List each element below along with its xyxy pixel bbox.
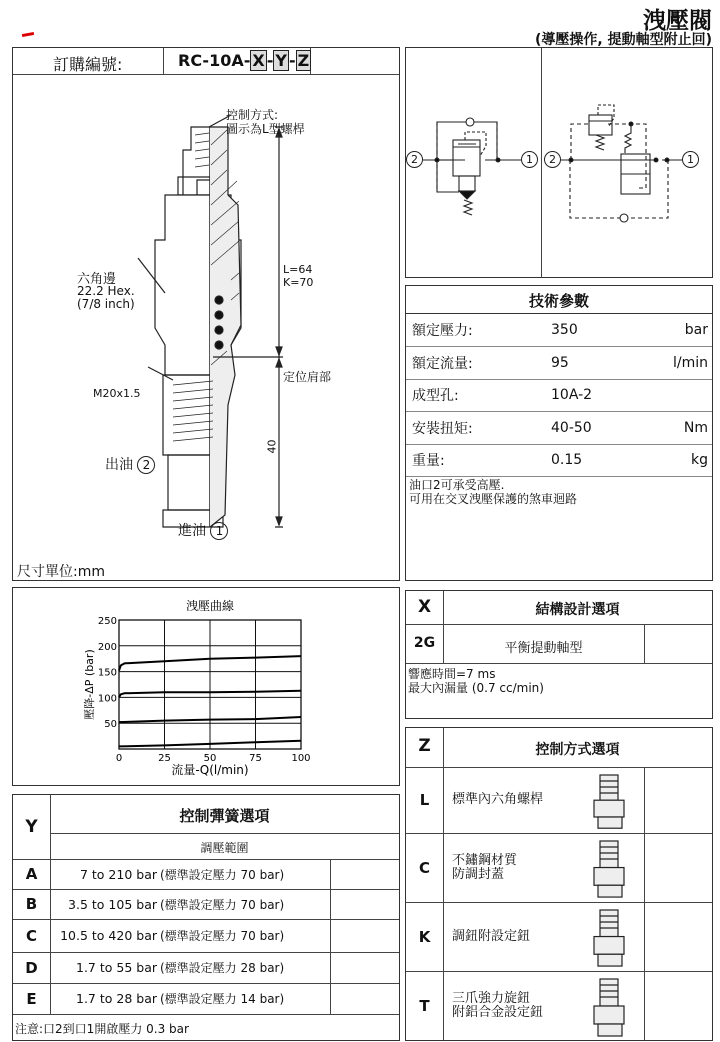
control-label-1: 控制方式: xyxy=(226,108,279,122)
order-code xyxy=(178,51,311,70)
tech-row xyxy=(406,444,712,476)
y-option-standard: (標準設定壓力 70 bar) xyxy=(160,929,285,943)
tech-row-unit: Nm xyxy=(683,419,708,436)
y-option-code: D xyxy=(25,958,38,977)
y-tick-label: 100 xyxy=(97,693,117,705)
schematic-b-port-1: 1 xyxy=(682,151,699,168)
order-code-z: Z xyxy=(297,51,310,70)
thread-label: M20x1.5 xyxy=(93,387,141,400)
schematic-b-port-2: 2 xyxy=(544,151,561,168)
z-option-line1: 調鈕附設定鈕 xyxy=(452,928,531,944)
z-option-line1: 不鏽鋼材質 xyxy=(452,852,518,868)
x-tick-label: 100 xyxy=(291,753,311,764)
tech-row-unit: l/min xyxy=(672,354,708,371)
tech-row-label: 額定壓力: xyxy=(412,323,473,339)
schematic-a-port-2: 2 xyxy=(406,151,423,168)
tech-note-1: 油口2可承受高壓. xyxy=(409,478,505,492)
hex-label-1: 六角邊 xyxy=(77,272,117,287)
tech-row-label: 成型孔: xyxy=(412,388,459,404)
y-tick-label: 200 xyxy=(97,641,117,653)
technical-parameters-panel xyxy=(405,285,713,581)
tech-row xyxy=(406,347,712,379)
tech-row xyxy=(406,379,712,411)
page-title: 洩壓閥 xyxy=(643,8,712,34)
red-mark xyxy=(22,32,34,37)
z-key: Z xyxy=(418,736,431,756)
x-title: 結構設計選項 xyxy=(535,602,620,618)
y-option-row xyxy=(13,919,399,952)
order-code-y: Y xyxy=(275,51,287,70)
x-option-desc: 平衡提動軸型 xyxy=(504,641,583,656)
z-option-desc xyxy=(452,854,517,882)
y-options-panel xyxy=(12,794,400,1041)
y-option-row xyxy=(13,952,399,983)
y-option-standard: (標準設定壓力 28 bar) xyxy=(160,961,285,975)
order-code-dash: - xyxy=(288,51,296,70)
tech-row-value: 350 xyxy=(551,322,578,338)
tech-row-unit: bar xyxy=(684,322,708,338)
x-key: X xyxy=(417,597,432,617)
tech-row-label: 額定流量: xyxy=(412,355,473,372)
x-tick-label: 75 xyxy=(249,753,262,764)
port-1-circle: 1 xyxy=(210,522,228,540)
tech-title: 技術參數 xyxy=(528,292,589,310)
z-option-code: C xyxy=(418,858,430,877)
y-option-row xyxy=(13,889,399,919)
z-option-line2: 附鋁合金設定鈕 xyxy=(452,1005,544,1020)
order-code-dash: - xyxy=(266,51,274,70)
port-2-circle: 2 xyxy=(137,456,155,474)
order-drawing-panel xyxy=(12,47,400,581)
inlet-label xyxy=(178,520,228,540)
z-title: 控制方式選項 xyxy=(535,742,620,758)
y-option-range: 1.7 to 55 bar xyxy=(76,960,157,975)
z-option-desc xyxy=(452,793,543,807)
pressure-flow-chart xyxy=(13,588,399,785)
order-code-prefix: RC-10A- xyxy=(178,51,251,70)
tech-row xyxy=(406,412,712,444)
dim-40: 40 xyxy=(265,439,279,454)
x-options-panel xyxy=(405,590,713,719)
x-tick-label: 0 xyxy=(115,753,123,764)
schematic-a-port-1: 1 xyxy=(521,151,538,168)
three-prong-knob-icon xyxy=(586,977,636,1037)
y-option-row xyxy=(13,859,399,889)
tech-row-label: 安裝扭矩: xyxy=(412,420,473,437)
z-option-line1: 標準內六角螺桿 xyxy=(452,792,544,807)
z-option-row xyxy=(406,902,712,971)
order-code-label: 訂購編號: xyxy=(53,55,123,74)
order-code-x: X xyxy=(252,51,265,70)
tech-row-value: 95 xyxy=(551,354,569,371)
tech-row-label: 重量: xyxy=(412,453,445,469)
tech-row-value: 10A-2 xyxy=(551,387,593,403)
y-option-standard: (標準設定壓力 70 bar) xyxy=(160,867,285,882)
y-option-standard: (標準設定壓力 70 bar) xyxy=(160,897,285,912)
hex-screw-adjuster-icon xyxy=(586,773,636,829)
y-option-code: E xyxy=(26,989,37,1008)
z-option-code: K xyxy=(418,927,431,946)
z-option-line1: 三爪強力旋鈕 xyxy=(452,991,531,1006)
unit-label: 尺寸單位:mm xyxy=(17,564,105,580)
y-option-code: B xyxy=(25,895,38,913)
z-option-code: L xyxy=(419,791,430,809)
z-option-row xyxy=(406,971,712,1041)
x-tick-label: 50 xyxy=(203,753,217,764)
pressure-flow-chart-panel xyxy=(12,587,400,786)
x-tick-label: 25 xyxy=(158,753,171,764)
y-option-range: 10.5 to 420 bar xyxy=(60,928,157,943)
y-subtitle: 調壓範圍 xyxy=(200,841,249,855)
y-option-range: 1.7 to 28 bar xyxy=(76,991,157,1006)
page-subtitle: (導壓操作, 提動軸型附止回) xyxy=(535,32,712,48)
chart-title: 洩壓曲線 xyxy=(185,599,235,613)
tamper-proof-cap-icon xyxy=(586,839,636,898)
tech-note-2: 可用在交叉洩壓保護的煞車迴路 xyxy=(409,492,578,506)
valve-cross-section-drawing xyxy=(13,75,399,555)
z-option-row xyxy=(406,767,712,833)
z-option-desc xyxy=(452,992,543,1020)
y-option-standard: (標準設定壓力 14 bar) xyxy=(160,992,285,1006)
control-label-2: 圖示為L型螺桿 xyxy=(226,122,305,136)
y-axis-label: 壓降-ΔP (bar) xyxy=(83,649,96,720)
tech-row-value: 0.15 xyxy=(551,452,583,468)
hydraulic-schematic-panel xyxy=(405,47,713,278)
x-axis-label: 流量-Q(l/min) xyxy=(171,763,249,777)
tech-row-value: 40-50 xyxy=(551,419,592,436)
z-option-desc xyxy=(452,930,530,944)
y-option-code: A xyxy=(25,865,38,883)
y-option-code: C xyxy=(25,926,37,945)
x-note-2: 最大內漏量 (0.7 cc/min) xyxy=(408,681,544,695)
z-option-row xyxy=(406,833,712,902)
z-options-panel xyxy=(405,727,713,1041)
outlet-label xyxy=(105,454,155,474)
y-note: 注意:口2到口1開啟壓力 0.3 bar xyxy=(15,1022,189,1036)
hex-label-3: (7/8 inch) xyxy=(77,297,135,311)
shoulder-label: 定位肩部 xyxy=(283,370,332,384)
y-option-row xyxy=(13,983,399,1014)
y-option-range: 7 to 210 bar xyxy=(79,866,157,882)
y-title: 控制彈簧選項 xyxy=(179,807,270,825)
tech-row xyxy=(406,314,712,346)
tech-row-unit: kg xyxy=(691,452,708,468)
x-note-1: 響應時間=7 ms xyxy=(408,667,496,681)
dim-l: L=64 xyxy=(283,263,313,276)
x-option-code: 2G xyxy=(413,635,436,651)
knob-adjuster-icon xyxy=(586,908,636,967)
y-tick-label: 50 xyxy=(104,719,117,731)
z-option-line2: 防調封蓋 xyxy=(452,866,505,882)
inlet-text: 進油 xyxy=(178,523,206,539)
y-tick-label: 150 xyxy=(97,667,117,679)
hex-label-2: 22.2 Hex. xyxy=(77,284,135,298)
y-tick-label: 250 xyxy=(97,616,117,627)
outlet-text: 出油 xyxy=(105,457,133,473)
y-key: Y xyxy=(25,817,38,837)
y-option-range: 3.5 to 105 bar xyxy=(68,896,157,912)
z-option-code: T xyxy=(419,997,430,1015)
dim-k: K=70 xyxy=(283,276,314,289)
